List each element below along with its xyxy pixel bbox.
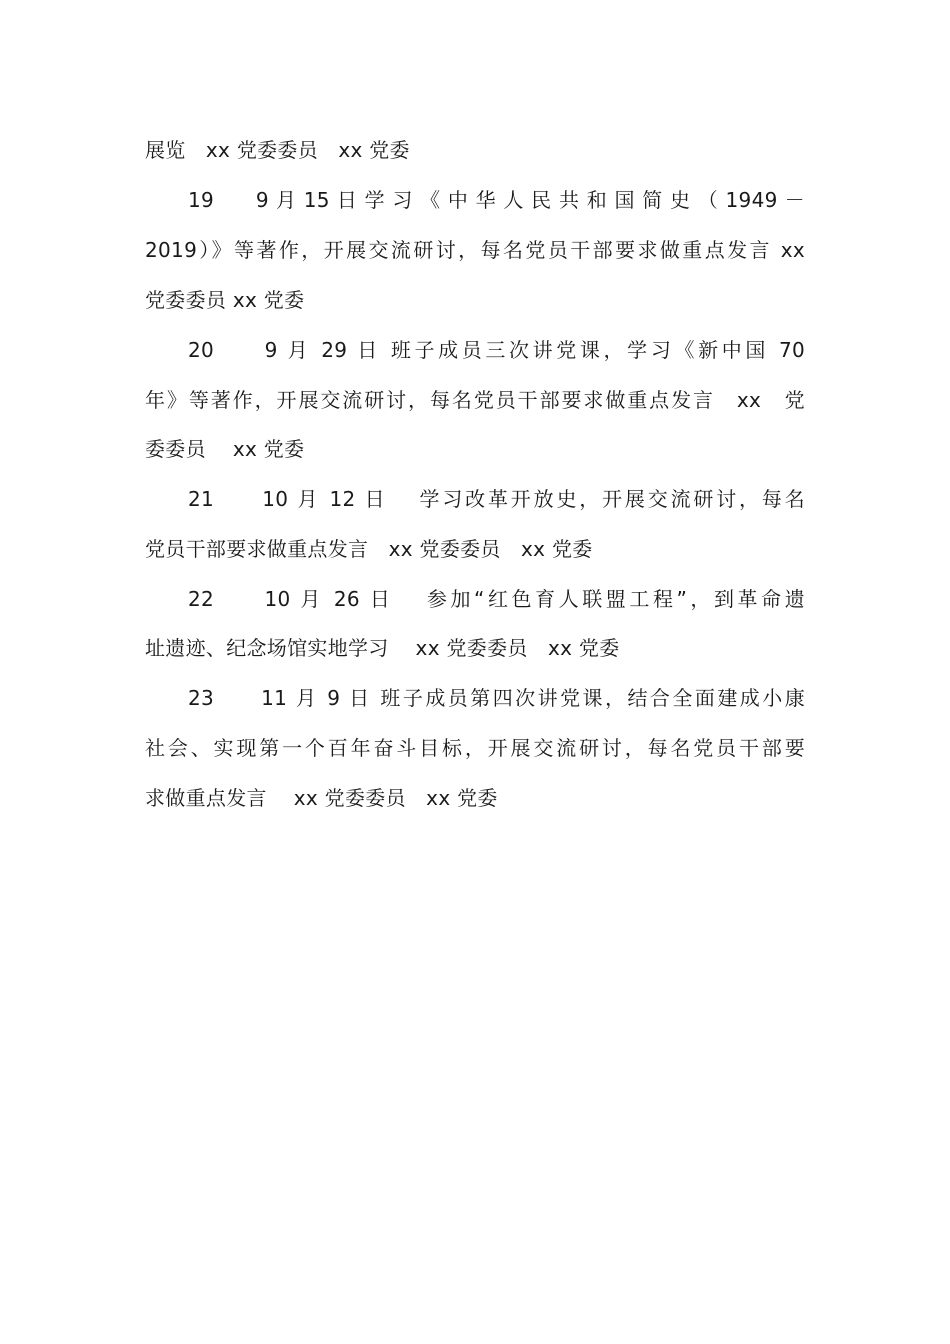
text-line: 20 9 月 29 日 班子成员三次讲党课，学习《新中国 70 <box>188 338 805 362</box>
text-line: 党员干部要求做重点发言 xx 党委委员 xx 党委 <box>145 537 593 561</box>
text-line: 展览 xx 党委委员 xx 党委 <box>145 138 410 162</box>
text-line: 社会、实现第一个百年奋斗目标，开展交流研讨，每名党员干部要 <box>145 736 805 760</box>
text-line: 21 10 月 12 日 学习改革开放史，开展交流研讨，每名 <box>188 487 805 511</box>
text-line: 19 9 月 15 日 学 习 《 中 华 人 民 共 和 国 简 史 （ 1949 － <box>188 188 805 212</box>
text-line: 求做重点发言 xx 党委委员 xx 党委 <box>145 786 498 810</box>
text-line: 23 11 月 9 日 班子成员第四次讲党课，结合全面建成小康 <box>188 686 805 710</box>
text-line: 党委委员 xx 党委 <box>145 288 305 312</box>
text-line: 22 10 月 26 日 参加“红色育人联盟工程”，到革命遗 <box>188 587 805 611</box>
text-line: 2019）》等著作，开展交流研讨，每名党员干部要求做重点发言 xx <box>145 238 805 262</box>
text-line: 年》等著作，开展交流研讨，每名党员干部要求做重点发言 xx 党 <box>145 388 805 412</box>
text-line: 址遗迹、纪念场馆实地学习 xx 党委委员 xx 党委 <box>145 636 620 660</box>
text-line: 委委员 xx 党委 <box>145 437 305 461</box>
